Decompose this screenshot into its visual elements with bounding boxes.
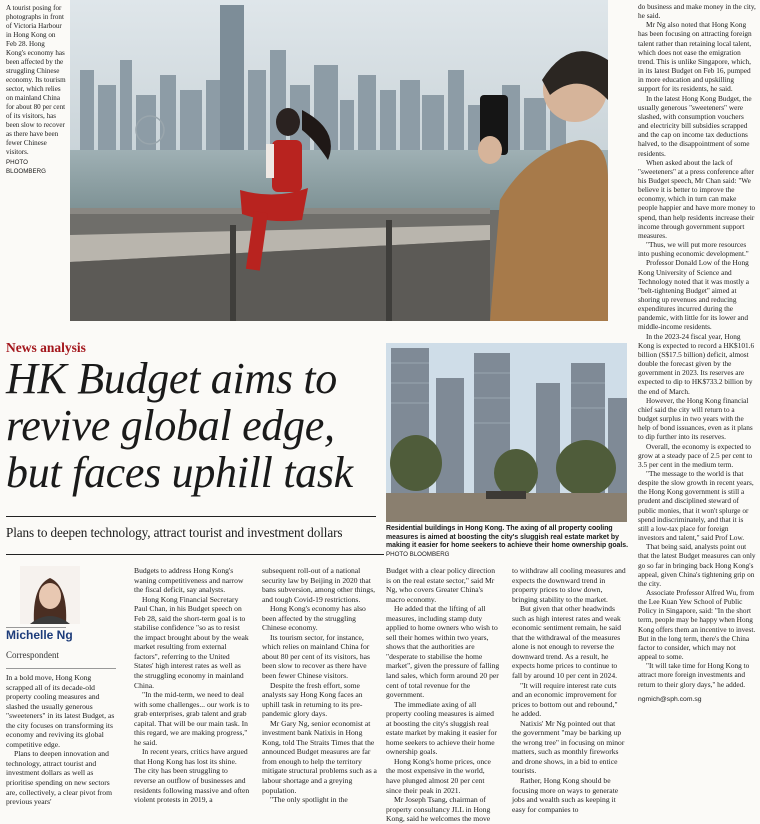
article-column-2 (134, 566, 250, 805)
mid-photo-caption (386, 525, 630, 559)
paragraph: subsequent roll-out of a national security law by Beijing in 2020 that bans subversion, among other things, and tough Covid-19 restrictions. (262, 566, 376, 604)
paragraph: In recent years, critics have argued that Hong Kong has lost its shine. The city has been struggling to reverse an outflow of businesses and residents following massive and often violent protests in 2019, a (134, 747, 250, 805)
subheadline: Plans to deepen technology, attract tourist and investment dollars (6, 525, 343, 540)
author-name: Michelle Ng (6, 628, 73, 642)
top-caption-text: A tourist posing for photographs in front of Victoria Harbour in Hong Kong on Feb 28. Hong Kong's economy has been affected by the struggling Chinese economy. Its tourism sector, which relies on mainland China for about 80 per cent of its visitors, has been slow to recover as there have been fewer Chinese visitors. (6, 4, 66, 156)
paragraph: In a bold move, Hong Kong scrapped all of its decade-old property cooling measures and slashed the usually generous "sweeteners" in its latest Budget, as the city focuses on transforming its economy and reviving its global competitive edge. (6, 673, 115, 749)
paragraph: But given that other headwinds such as high interest rates and weak economic sentiment remain, he said that the withdrawal of the measures alone is not enough to reverse the downward trend. As a result, he expects home prices to continue to fall by around 10 per cent in 2024. (512, 604, 622, 681)
headline-line-1: HK Budget aims to (6, 354, 338, 403)
paragraph: Natixis' Mr Ng pointed out that the government "may be barking up the wrong tree" in focusing on minor matters, such as monthly fireworks and drone shows, in a bid to entice tourists. (512, 718, 625, 776)
paragraph: However, the Hong Kong financial chief said the city will return to a budget surplus in two years with the help of bond issuances, even as it plans to dip further into its reserves. (638, 395, 753, 442)
article-column-6 (638, 2, 756, 704)
subheadline-rule-top (6, 516, 376, 517)
paragraph: Hong Kong's home prices, once the most expensive in the world, have plunged almost 20 per cent since their peak in 2021. (386, 756, 491, 795)
harbour-photo (70, 0, 608, 321)
headline (6, 355, 381, 496)
paragraph: Associate Professor Alfred Wu, from the Lee Kuan Yew School of Public Policy in Singapore, said: "In the short term, people may be happy when Hong Kong offers them an incentive to invest. But in the long term, there's the China factor to consider, which may not appeal to some. (638, 588, 756, 662)
author-role: Correspondent (6, 650, 59, 660)
paragraph: Plans to deepen innovation and technology, attract tourist and investment dollars as well as prioritise spending on new sectors are, collectively, a clear pivot from previous years' (6, 749, 112, 807)
paragraph: Mr Ng also noted that Hong Kong has been focusing on attracting foreign talent rather than retaining local talent, which does not ease the emigration trend. This is unlike Singapore, which, in its latest Budget on Feb 16, pumped in more education and upskilling support for its residents, he said. (638, 20, 752, 94)
article-column-5 (512, 566, 626, 814)
paragraph: Its tourism sector, for instance, which relies on mainland China for about 80 per cent of its visitors, has been slow to recover as there have been fewer Chinese visitors. (262, 632, 370, 681)
paragraph: Overall, the economy is expected to grow at a steady pace of 2.5 per cent to 3.5 per cent in the medium term. (638, 441, 753, 469)
author-avatar (20, 566, 80, 624)
paragraph: Despite the fresh effort, some analysts say Hong Kong faces an uphill task in returning to its pre-pandemic glory days. (262, 680, 363, 719)
paragraph: Hong Kong Financial Secretary Paul Chan, in his Budget speech on Feb 28, said the short-term goal is to stabilise confidence "so as to resist the impact brought about by the weak market resulting from external factors", referring to the United States' high interest rates as well as the struggling economy in mainland China. (134, 594, 249, 690)
paragraph: In the 2023-24 fiscal year, Hong Kong is expected to record a HK$101.6 billion (S$17.5 billion) deficit, almost double the forecast given by the government in 2023. Its reserves are expected to dip to HK$733.2 billion by the end of March. (638, 331, 755, 396)
headline-line-3: but faces uphill task (6, 448, 353, 497)
paragraph: Professor Donald Low of the Hong Kong University of Science and Technology noted that it was mostly a "belt-tightening Budget" aimed at shoring up revenues and reducing expenditures incurred during the pandemic, with little for its lower and middle-income residents. (638, 258, 749, 332)
subheadline-rule-bottom (6, 554, 384, 555)
byline-rule-2 (6, 668, 116, 669)
paragraph: "In the mid-term, we need to deal with some challenges... our work is to grab enterprises, grab talent and grab capital. That will be our main task. In this regard, we are making progress," he said. (134, 690, 250, 747)
paragraph: He added that the lifting of all measures, including stamp duty applied to home owners who wish to sell their homes within two years, shows that the authorities are "desperate to stabilise the home market", given the pressure of falling land sales, which form around 20 per cent of total revenue for the government. (386, 604, 500, 700)
mid-caption-text: Residential buildings in Hong Kong. The axing of all property cooling measures is aimed at boosting the city's sluggish real estate market by making it easier for home seekers to achieve their home ownership goals. (386, 525, 629, 550)
paragraph: When asked about the lack of "sweeteners" at a press conference after his Budget speech, Mr Chan said: "We believe it is better to improve the economy, which in turn can make people happier and have more money to spend, than help residents increase their income through government support measures. (638, 157, 756, 240)
author-email[interactable]: ngmich@sph.com.sg (638, 695, 702, 703)
paragraph: The immediate axing of all property cooling measures is aimed at boosting the city's sluggish real estate market by making it easier for home seekers to achieve their home ownership goals. (386, 699, 497, 757)
top-caption-credit: PHOTO BLOOMBERG (6, 159, 46, 175)
paragraph: "The only spotlight in the (270, 795, 348, 805)
paragraph: "Thus, we will put more resources into pushing economic development." (638, 240, 749, 259)
paragraph: Hong Kong's economy has also been affected by the struggling Chinese economy. (262, 604, 366, 633)
paragraph: Budget with a clear policy direction is on the real estate sector," said Mr Ng, who covers Greater China's macro economy. (386, 566, 496, 604)
paragraph: to withdraw all cooling measures and expects the downward trend in property prices to slow down, bringing stability to the market. (512, 566, 626, 604)
article-column-3 (262, 566, 378, 805)
article-column-1 (6, 673, 118, 807)
paragraph: Budgets to address Hong Kong's waning competitiveness and narrow the fiscal deficit, say analysts. (134, 566, 244, 595)
paragraph: Mr Joseph Tsang, chairman of property consultancy JLL in Hong Kong, said he welcomes the move (386, 795, 491, 824)
paragraph: In the latest Hong Kong Budget, the usually generous "sweeteners" were slashed, with consumption vouchers and electricity bill subsidies scrapped and the cap on income tax deductions halved, to the disappointment of some residents. (638, 93, 752, 158)
paragraph: Rather, Hong Kong should be focusing more on ways to generate jobs and wealth such as keeping it easy for companies to (512, 776, 619, 814)
kicker: News analysis (6, 340, 86, 355)
headline-line-2: revive global edge, (6, 401, 335, 450)
top-photo-caption (6, 4, 66, 176)
residential-photo (386, 343, 627, 522)
paragraph: "The message to the world is that despite the slow growth in recent years, the Hong Kong government is still a prudent and disciplined steward of public monies, that it won't splurge or spend indiscriminately, and that it is still a low-tax place for foreign investors and talent," said Prof Low. (638, 468, 754, 543)
paragraph: Mr Gary Ng, senior economist at investment bank Natixis in Hong Kong, told The Straits Times that the announced Budget measures are far from enough to help the territory mitigate structural problems such as a labour shortage and a greying population. (262, 718, 377, 795)
article-column-4 (386, 566, 500, 824)
paragraph: do business and make money in the city, he said. (638, 2, 756, 21)
paragraph: "It will take time for Hong Kong to attract more foreign investments and return to their glory days," he added. (638, 661, 750, 689)
paragraph: "It will require interest rate cuts and an economic improvement for prices to bottom out and rebound," he added. (512, 680, 618, 719)
mid-caption-credit: PHOTO BLOOMBERG (386, 550, 450, 558)
paragraph: That being said, analysts point out that the latest Budget measures can only go so far in bringing back Hong Kong's appeal, given China's tightening grip on the city. (638, 542, 756, 588)
